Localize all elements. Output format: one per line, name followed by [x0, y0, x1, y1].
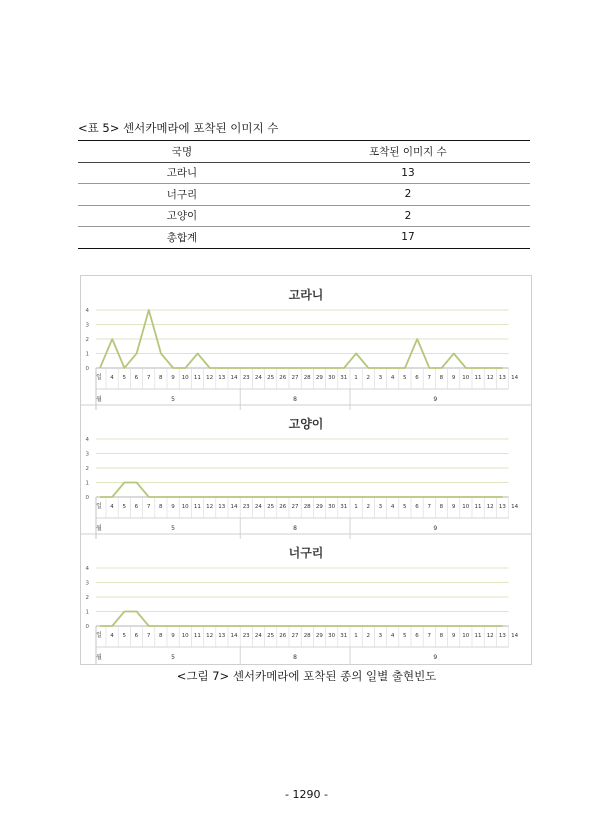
y-tick-label: 0: [85, 366, 89, 372]
x-tick-label: 5: [403, 375, 407, 381]
y-tick-label: 2: [85, 466, 89, 472]
x-tick-label: 4: [390, 633, 395, 639]
species-name: 고라니: [166, 167, 198, 180]
x-tick-label: 9: [171, 375, 175, 381]
x-tick-label: 10: [181, 375, 189, 381]
month-axis-label: 월: [96, 525, 102, 532]
x-tick-label: 30: [328, 633, 336, 639]
x-tick-label: 5: [122, 633, 126, 639]
x-tick-label: 8: [159, 504, 163, 510]
x-tick-label: 14: [230, 504, 238, 510]
x-tick-label: 28: [303, 504, 311, 510]
table-row-total: [78, 227, 530, 249]
x-tick-label: 9: [171, 504, 175, 510]
chart-title: 고라니: [288, 288, 324, 302]
y-tick-label: 4: [85, 308, 89, 314]
daily-frequency-charts: [81, 276, 531, 664]
x-tick-label: 14: [230, 633, 238, 639]
y-tick-label: 4: [85, 437, 89, 443]
y-tick-label: 0: [85, 495, 89, 501]
image-count: 2: [404, 188, 412, 201]
x-tick-label: 1: [354, 375, 358, 381]
x-tick-label: 24: [254, 504, 262, 510]
table-row: [78, 205, 530, 227]
x-tick-label: 6: [134, 375, 139, 381]
month-axis-label: 월: [96, 396, 102, 403]
y-tick-label: 3: [85, 580, 89, 587]
image-count: 17: [401, 231, 415, 244]
species-name: 너구리: [166, 188, 198, 201]
chart-title: 너구리: [288, 546, 324, 560]
x-tick-label: 11: [474, 633, 482, 639]
x-tick-label: 12: [206, 375, 214, 381]
y-tick-label: 2: [85, 595, 89, 601]
x-tick-label: 27: [291, 375, 299, 381]
table-header-row: [78, 141, 530, 163]
x-tick-label: 7: [146, 504, 151, 510]
x-tick-label: 9: [451, 504, 456, 510]
x-tick-label: 13: [218, 375, 226, 381]
x-tick-label: 11: [193, 633, 201, 639]
x-tick-label: 30: [328, 504, 336, 510]
x-tick-label: 29: [315, 375, 323, 381]
x-tick-label: 2: [366, 375, 370, 381]
x-tick-label: 23: [242, 504, 250, 510]
day-axis-label: 일: [96, 503, 102, 510]
x-tick-label: 23: [242, 375, 250, 381]
series-line: [100, 612, 503, 627]
x-tick-label: 8: [439, 375, 444, 381]
x-tick-label: 6: [134, 633, 139, 639]
x-tick-label: 5: [403, 633, 407, 639]
x-tick-label: 25: [267, 633, 275, 639]
y-tick-label: 2: [85, 337, 89, 343]
table-row: [78, 162, 530, 184]
table-row: [78, 184, 530, 206]
x-tick-label: 10: [181, 633, 189, 639]
y-tick-label: 0: [85, 624, 89, 630]
x-tick-label: 7: [427, 375, 431, 381]
month-label: 9: [433, 525, 438, 532]
x-tick-label: 14: [230, 375, 238, 381]
x-tick-label: 14: [511, 504, 519, 510]
x-tick-label: 3: [378, 633, 383, 639]
month-label: 5: [171, 525, 175, 532]
month-label: 5: [171, 396, 175, 403]
x-tick-label: 29: [315, 633, 323, 639]
x-tick-label: 3: [378, 375, 383, 381]
x-tick-label: 4: [390, 375, 395, 381]
y-tick-label: 3: [85, 451, 89, 458]
x-tick-label: 11: [193, 375, 201, 381]
x-tick-label: 4: [110, 375, 114, 381]
x-tick-label: 6: [415, 375, 419, 381]
x-tick-label: 8: [159, 375, 163, 381]
x-tick-label: 11: [474, 375, 482, 381]
x-tick-label: 9: [451, 633, 456, 639]
series-line: [100, 483, 503, 498]
month-label: 8: [293, 525, 297, 532]
x-tick-label: 14: [511, 375, 519, 381]
table-caption: <표 5> 센서카메라에 포착된 이미지 수: [78, 121, 279, 135]
x-tick-label: 11: [474, 504, 482, 510]
day-axis-label: 일: [96, 632, 102, 639]
month-label: 8: [293, 396, 297, 403]
x-tick-label: 2: [366, 504, 370, 510]
x-tick-label: 12: [486, 633, 494, 639]
y-tick-label: 1: [85, 480, 89, 487]
image-count: 2: [404, 209, 412, 222]
day-axis-label: 일: [96, 374, 102, 381]
x-tick-label: 9: [451, 375, 456, 381]
x-tick-label: 12: [486, 375, 494, 381]
x-tick-label: 7: [427, 633, 431, 639]
x-tick-label: 30: [328, 375, 336, 381]
x-tick-label: 4: [110, 633, 114, 639]
chart-title: 고양이: [288, 417, 324, 431]
x-tick-label: 25: [267, 375, 275, 381]
x-tick-label: 6: [415, 633, 419, 639]
month-axis-label: 월: [96, 654, 102, 661]
x-tick-label: 6: [415, 504, 419, 510]
x-tick-label: 26: [279, 504, 287, 510]
x-tick-label: 13: [498, 504, 506, 510]
x-tick-label: 13: [218, 504, 226, 510]
month-label: 8: [293, 654, 297, 661]
y-tick-label: 1: [85, 351, 89, 358]
x-tick-label: 1: [354, 504, 358, 510]
x-tick-label: 4: [110, 504, 114, 510]
species-name: 고양이: [166, 210, 198, 223]
x-tick-label: 23: [242, 633, 250, 639]
x-tick-label: 13: [498, 633, 506, 639]
x-tick-label: 10: [462, 504, 470, 510]
x-tick-label: 28: [303, 633, 311, 639]
x-tick-label: 31: [340, 375, 348, 381]
x-tick-label: 10: [462, 633, 470, 639]
x-tick-label: 27: [291, 633, 299, 639]
x-tick-label: 12: [486, 504, 494, 510]
x-tick-label: 7: [146, 633, 151, 639]
y-tick-label: 3: [85, 322, 89, 329]
x-tick-label: 12: [206, 633, 214, 639]
y-tick-label: 4: [85, 566, 89, 572]
x-tick-label: 6: [134, 504, 139, 510]
x-tick-label: 24: [254, 633, 262, 639]
y-tick-label: 1: [85, 609, 89, 616]
x-tick-label: 5: [403, 504, 407, 510]
x-tick-label: 28: [303, 375, 311, 381]
x-tick-label: 10: [181, 504, 189, 510]
x-tick-label: 3: [378, 504, 383, 510]
x-tick-label: 7: [427, 504, 431, 510]
x-tick-label: 10: [462, 375, 470, 381]
x-tick-label: 25: [267, 504, 275, 510]
species-name: 총합계: [166, 231, 198, 244]
x-tick-label: 7: [146, 375, 151, 381]
header-count: 포착된 이미지 수: [369, 145, 447, 158]
x-tick-label: 8: [439, 504, 444, 510]
x-tick-label: 12: [206, 504, 214, 510]
header-species: 국명: [171, 145, 193, 158]
month-label: 9: [433, 396, 438, 403]
x-tick-label: 1: [354, 633, 358, 639]
x-tick-label: 5: [122, 375, 126, 381]
x-tick-label: 31: [340, 504, 348, 510]
x-tick-label: 31: [340, 633, 348, 639]
x-tick-label: 9: [171, 633, 175, 639]
x-tick-label: 13: [498, 375, 506, 381]
x-tick-label: 26: [279, 375, 287, 381]
x-tick-label: 8: [439, 633, 444, 639]
x-tick-label: 11: [193, 504, 201, 510]
figure-caption: <그림 7> 센서카메라에 포착된 종의 일별 출현빈도: [176, 669, 437, 683]
image-count: 13: [401, 166, 415, 179]
x-tick-label: 27: [291, 504, 299, 510]
x-tick-label: 5: [122, 504, 126, 510]
page-number: - 1290 -: [285, 788, 328, 801]
x-tick-label: 13: [218, 633, 226, 639]
x-tick-label: 26: [279, 633, 287, 639]
x-tick-label: 29: [315, 504, 323, 510]
x-tick-label: 8: [159, 633, 163, 639]
x-tick-label: 14: [511, 633, 519, 639]
daily-frequency-figure: [80, 275, 532, 665]
month-label: 9: [433, 654, 438, 661]
x-tick-label: 2: [366, 633, 370, 639]
x-tick-label: 4: [390, 504, 395, 510]
x-tick-label: 24: [254, 375, 262, 381]
capture-count-table: [78, 140, 530, 249]
month-label: 5: [171, 654, 175, 661]
